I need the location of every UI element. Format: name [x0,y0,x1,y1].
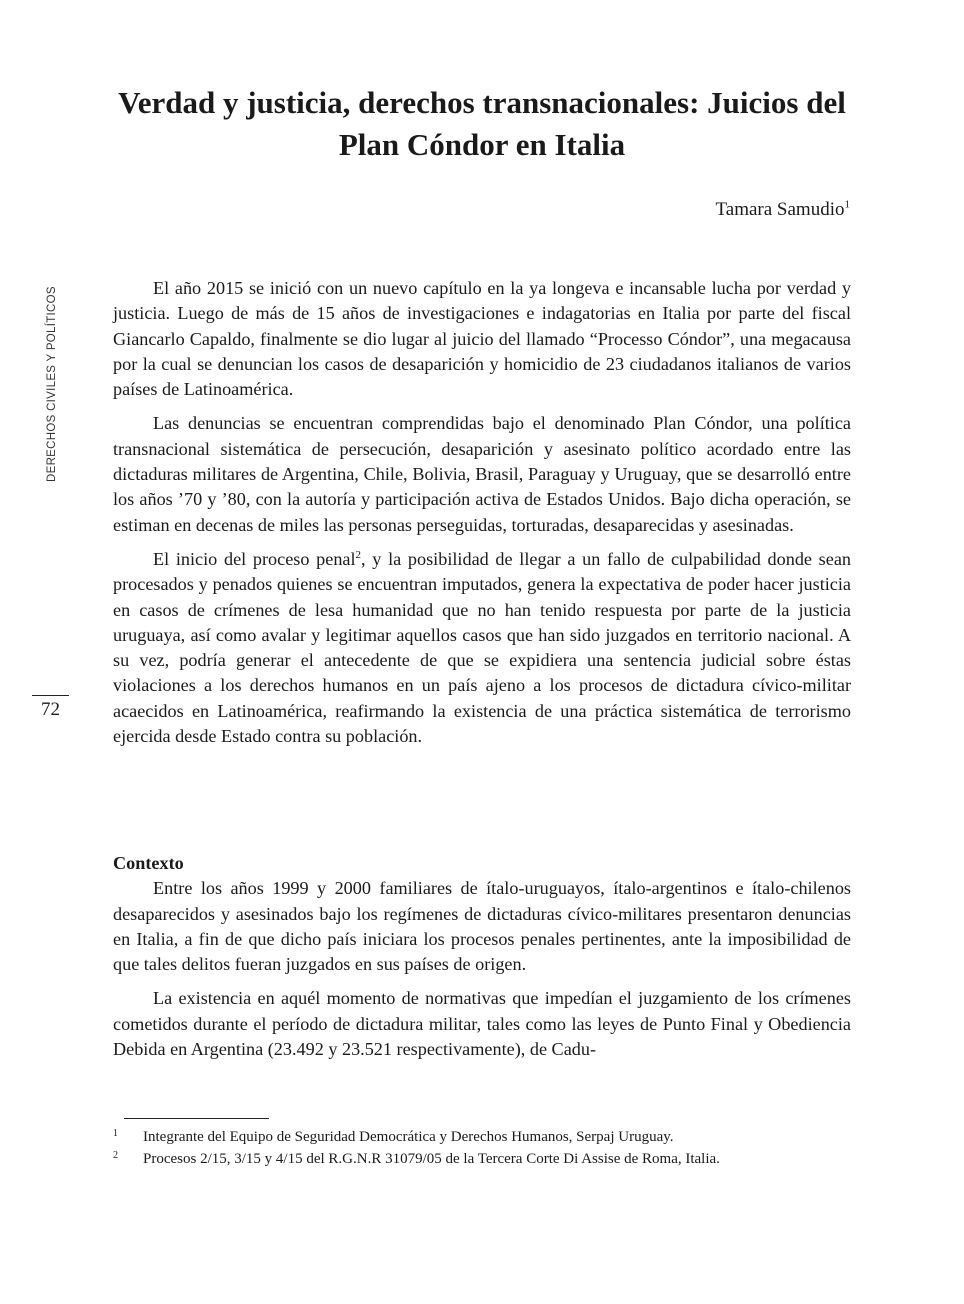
paragraph-2: Las denuncias se encuentran comprendidas bajo el denominado Plan Cóndor, una política transnacional sistemática de persecución, desaparición y asesinato político acordado entre las dictaduras militares de Argentina, Chile, Bolivia, Brasil, Paraguay y Uruguay, que se desarrolló entre los años ’70 y ’80, con la autoría y participación activa de Estados Unidos. Bajo dicha operación, se estiman en decenas de miles las personas perseguidas, torturadas, desaparecidas y asesinadas. [113,413,851,535]
footnote-number: 1 [113,1128,118,1139]
footnote-text: Procesos 2/15, 3/15 y 4/15 del R.G.N.R 31079/05 de la Tercera Corte Di Assise de Roma, Italia. [143,1151,720,1167]
footnotes [113,1126,853,1170]
footnote-separator [124,1118,269,1119]
footnote-ref-1: 1 [844,198,850,211]
author-name [716,198,851,222]
footnote-1 [113,1126,853,1148]
contexto-paragraph-2: La existencia en aquél momento de normativas que impedían el juzgamiento de los crímenes cometidos durante el período de dictadura militar, tales como las leyes de Punto Final y Obediencia Debida en Argentina (23.492 y 23.521 respectivamente), de Cadu- [113,988,851,1060]
paragraph-3 [113,547,851,749]
footnote-ref-2: 2 [355,548,362,561]
author-name-text: Tamara Samudio [715,199,845,220]
footnote-text: Integrante del Equipo de Seguridad Democrática y Derechos Humanos, Serpaj Uruguay. [143,1129,674,1145]
footnote-2 [113,1148,853,1170]
paragraph-1: El año 2015 se inició con un nuevo capítulo en la ya longeva e incansable lucha por verdad y justicia. Luego de más de 15 años de investigaciones e indagatorias en Italia por parte del fiscal Giancarlo Capaldo, finalmente se dio lugar al juicio del llamado “Processo Cóndor”, una megacausa por la cual se denuncian los casos de desaparición y homicidio de 23 ciudadanos italianos de varios países de Latinoamérica. [113,278,851,400]
page-number: 72 [41,699,60,720]
paragraph-3-start: El inicio del proceso penal [153,548,356,569]
section-heading-contexto: Contexto [113,853,184,873]
paragraph-3-rest: , y la posibilidad de llegar a un fallo de culpabilidad donde sean procesados y penados quienes se encuentran imputados, genera la expectativa de poder hacer justicia en casos de crímenes de lesa humanidad que no han tenido respuesta por parte de la justicia uruguaya, así como avalar y legitimar aquellos casos que han sido juzgados en territorio nacional. A su vez, podría generar el antecedente de que se expidiera una sentencia judicial sobre éstas violaciones a los derechos humanos en un país ajeno a los procesos de dictadura cívico-militar acaecidos en Latinoamérica, reafirmando la existencia de una práctica sistemática de terrorismo ejercida desde Estado contra su población. [113,548,851,747]
contexto-section [113,851,851,1071]
page-title: Verdad y justicia, derechos transnacionales: Juicios del Plan Cóndor en Italia [118,85,846,162]
contexto-paragraph-1: Entre los años 1999 y 2000 familiares de ítalo-uruguayos, ítalo-argentinos e ítalo-chilenos desaparecidos y asesinados bajo los regímenes de dictaduras cívico-militares presentaron denuncias en Italia, a fin de que dicho país iniciara los procesos penales pertinentes, ante la imposibilidad de que tales delitos fueran juzgados en sus países de origen. [113,878,851,975]
page-number-rule [32,695,69,696]
intro-text-block [113,276,851,758]
footnote-number: 2 [113,1150,118,1161]
section-side-label: DERECHOS CIVILES Y POLÍTICOS [46,286,58,482]
